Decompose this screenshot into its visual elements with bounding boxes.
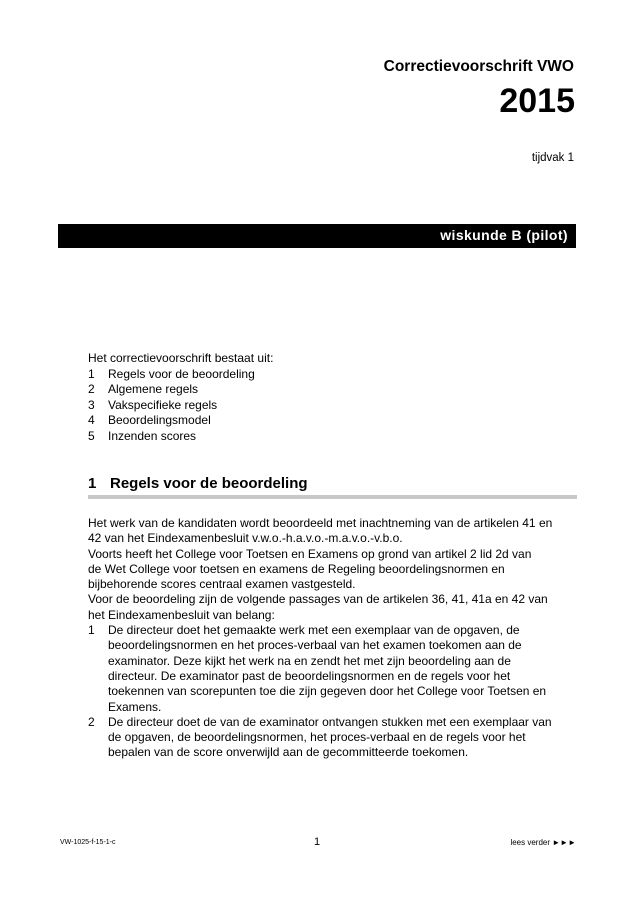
toc-label: Inzenden scores xyxy=(108,428,197,443)
toc-item xyxy=(88,413,568,429)
toc-num: 5 xyxy=(88,428,95,443)
section-title: Regels voor de beoordeling xyxy=(110,475,308,492)
list-item xyxy=(88,715,577,761)
list-line: toekennen van scorepunten toe die zijn gegeven door het College voor Toetsen en xyxy=(108,684,547,699)
list-num: 2 xyxy=(88,714,95,729)
toc-label: Algemene regels xyxy=(108,382,199,397)
header-period: tijdvak 1 xyxy=(531,152,574,164)
list-line: Examens. xyxy=(108,699,162,714)
header-title: Correctievoorschrift VWO xyxy=(383,58,574,75)
toc-label: Vakspecifieke regels xyxy=(108,397,218,412)
contents-intro: Het correctievoorschrift bestaat uit: xyxy=(88,351,274,365)
toc-num: 2 xyxy=(88,382,95,397)
list-num: 1 xyxy=(88,623,95,638)
section-rule xyxy=(88,495,577,499)
toc-label: Regels voor de beoordeling xyxy=(108,366,255,381)
list-text xyxy=(108,623,546,715)
footer-code: VW-1025-f-15-1-c xyxy=(60,839,116,846)
list-line: De directeur doet de van de examinator ontvangen stukken met een exemplaar van xyxy=(108,714,552,729)
toc-label: Beoordelingsmodel xyxy=(108,413,211,428)
section-num: 1 xyxy=(88,475,97,492)
list-line: de opgaven, de beoordelingsnormen, het proces-verbaal en de regels voor het xyxy=(108,730,526,745)
paragraph-line: bijbehorende scores centraal examen vastgesteld. xyxy=(88,577,356,592)
list-line: beoordelingsnormen en het proces-verbaal van het examen toekomen aan de xyxy=(108,638,522,653)
section-heading xyxy=(88,475,308,492)
paragraph-line: Voorts heeft het College voor Toetsen en Examens op grond van artikel 2 lid 2d van xyxy=(88,546,532,561)
toc-item xyxy=(88,429,568,445)
contents-list xyxy=(88,351,568,445)
subject-label: wiskunde B (pilot) xyxy=(440,227,568,243)
list-line: directeur. De examinator past de beoordelingsnormen en de regels voor het xyxy=(108,668,511,683)
toc-num: 1 xyxy=(88,366,95,381)
list-line: De directeur doet het gemaakte werk met een exemplaar van de opgaven, de xyxy=(108,623,520,638)
paragraph-line: Voor de beoordeling zijn de volgende passages van de artikelen 36, 41, 41a en 42 van xyxy=(88,592,548,607)
header-year: 2015 xyxy=(499,82,575,120)
section-body xyxy=(88,516,577,761)
toc-item xyxy=(88,398,568,414)
toc-item xyxy=(88,382,568,398)
toc-num: 4 xyxy=(88,413,95,428)
paragraph-line: Het werk van de kandidaten wordt beoordeeld met inachtneming van de artikelen 41 en xyxy=(88,516,553,530)
page-number: 1 xyxy=(314,836,321,848)
paragraph-line: 42 van het Eindexamenbesluit v.w.o.-h.a.v.o.-m.a.v.o.-v.b.o. xyxy=(88,531,403,546)
read-on-label: lees verder ►►► xyxy=(510,838,576,847)
subject-bar xyxy=(58,224,576,248)
list-text xyxy=(108,715,552,761)
toc-item xyxy=(88,367,568,383)
list-line: examinator. Deze kijkt het werk na en zendt het met zijn beoordeling aan de xyxy=(108,653,511,668)
list-line: bepalen van de score onverwijld aan de gecommitteerde toekomen. xyxy=(108,745,469,760)
paragraph-line: de Wet College voor toetsen en examens de Regeling beoordelingsnormen en xyxy=(88,561,505,576)
toc-num: 3 xyxy=(88,397,95,412)
list-item xyxy=(88,623,577,715)
paragraph-line: het Eindexamenbesluit van belang: xyxy=(88,607,275,622)
